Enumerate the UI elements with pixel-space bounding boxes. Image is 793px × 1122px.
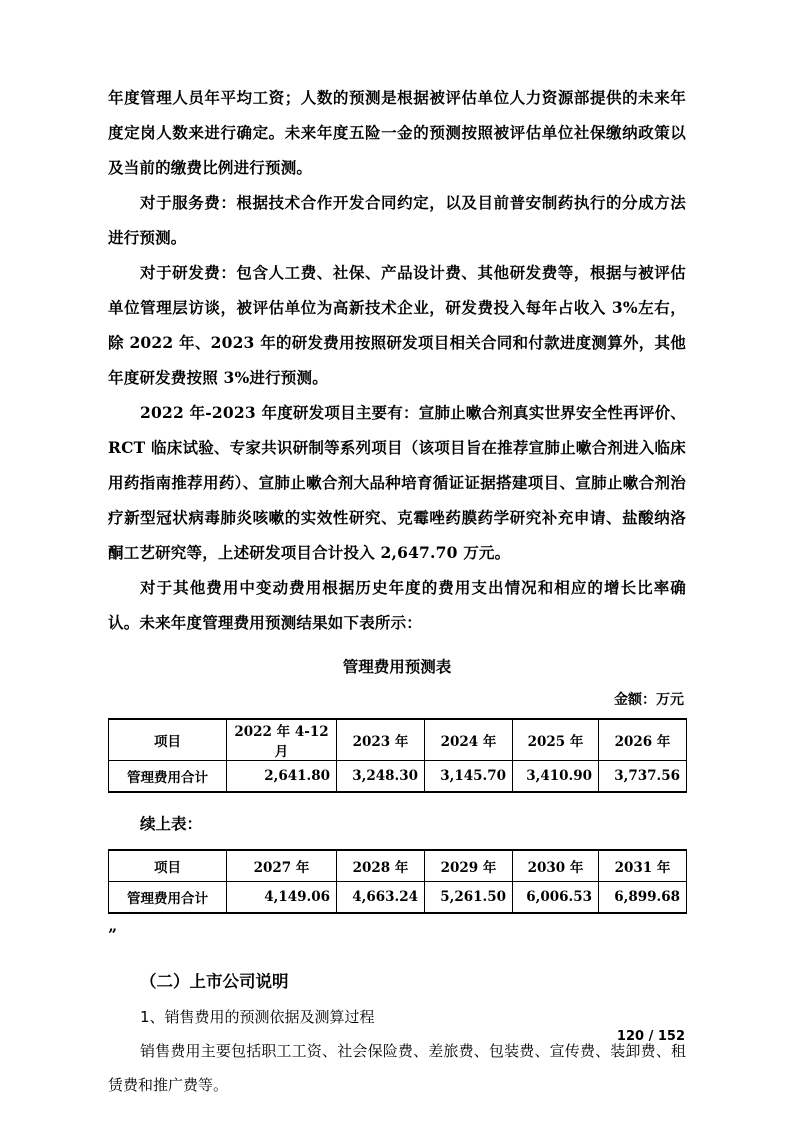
table-header-cell: 项目 bbox=[109, 719, 227, 761]
table-header-cell: 2027 年 bbox=[227, 850, 337, 882]
paragraph-5: 对于其他费用中变动费用根据历史年度的费用支出情况和相应的增长比率确认。未来年度管理费用预测结果如下表所示： bbox=[108, 578, 686, 632]
table-header-row bbox=[109, 719, 687, 761]
table-cell: 3,410.90 bbox=[513, 761, 599, 793]
table-cell: 2,641.80 bbox=[227, 761, 337, 793]
table-header-cell: 2030 年 bbox=[513, 850, 599, 882]
table-header-cell: 项目 bbox=[109, 850, 227, 882]
table-header-cell: 2023 年 bbox=[337, 719, 425, 761]
table-row bbox=[109, 761, 687, 793]
table-cell: 3,737.56 bbox=[599, 761, 687, 793]
table-row bbox=[109, 882, 687, 914]
table-cell: 5,261.50 bbox=[425, 882, 513, 914]
table-header-cell: 2024 年 bbox=[425, 719, 513, 761]
management-expense-table-part1 bbox=[108, 718, 687, 793]
paragraph-1: 年度管理人员年平均工资；人数的预测是根据被评估单位人力资源部提供的未来年度定岗人数来进行确定。未来年度五险一金的预测按照被评估单位社保缴纳政策以及当前的缴费比例进行预测。 bbox=[108, 88, 686, 177]
page-number: 120 / 152 bbox=[616, 1029, 685, 1044]
table-title: 管理费用预测表 bbox=[342, 657, 452, 676]
paragraph-4: 2022 年-2023 年度研发项目主要有：宣肺止嗽合剂真实世界安全性再评价、RCT 临床试验、专家共识研制等系列项目（该项目旨在推荐宣肺止嗽合剂进入临床用药指南推荐用药）、宣肺止嗽合剂大品种培育循证证据搭建项目、宣肺止嗽合剂治疗新型冠状病毒肺炎咳嗽的实效性研究、克霉唑药膜药学研究补充申请、盐酸纳洛酮工艺研究等，上述研发项目合计投入 2,647.70 万元。 bbox=[108, 403, 686, 562]
table-cell: 4,663.24 bbox=[337, 882, 425, 914]
table-header-cell: 2029 年 bbox=[425, 850, 513, 882]
subsection-heading: 1、销售费用的预测依据及测算过程 bbox=[140, 1008, 375, 1026]
section-heading: （二）上市公司说明 bbox=[140, 972, 289, 991]
amount-unit-note: 金额：万元 bbox=[614, 692, 684, 708]
paragraph-3: 对于研发费：包含人工费、社保、产品设计费、其他研发费等，根据与被评估单位管理层访谈，被评估单位为高新技术企业，研发费投入每年占收入 3%左右，除 2022 年、2023 年的研发费用按照研发项目相关合同和付款进度测算外，其他年度研发费按照 3%进行预测。 bbox=[108, 263, 686, 387]
closing-paragraph: 销售费用主要包括职工工资、社会保险费、差旅费、包装费、宣传费、装卸费、租赁费和推广费等。 bbox=[108, 1042, 686, 1094]
table-header-cell: 2022 年 4-12 月 bbox=[227, 719, 337, 761]
page-content bbox=[108, 80, 686, 1102]
continued-table-label: 续上表： bbox=[140, 814, 203, 833]
table-header-cell: 2025 年 bbox=[513, 719, 599, 761]
table-cell: 3,145.70 bbox=[425, 761, 513, 793]
table-cell: 3,248.30 bbox=[337, 761, 425, 793]
table-header-row bbox=[109, 850, 687, 882]
table-cell: 管理费用合计 bbox=[109, 882, 227, 914]
table-cell: 4,149.06 bbox=[227, 882, 337, 914]
table-cell: 6,899.68 bbox=[599, 882, 687, 914]
table-header-cell: 2031 年 bbox=[599, 850, 687, 882]
quotation-close-mark: ” bbox=[108, 925, 117, 944]
paragraph-2: 对于服务费：根据技术合作开发合同约定，以及目前普安制药执行的分成方法进行预测。 bbox=[108, 193, 686, 247]
management-expense-table-part2 bbox=[108, 849, 687, 914]
table-header-cell: 2028 年 bbox=[337, 850, 425, 882]
table-cell: 6,006.53 bbox=[513, 882, 599, 914]
table-cell: 管理费用合计 bbox=[109, 761, 227, 793]
table-header-cell: 2026 年 bbox=[599, 719, 687, 761]
